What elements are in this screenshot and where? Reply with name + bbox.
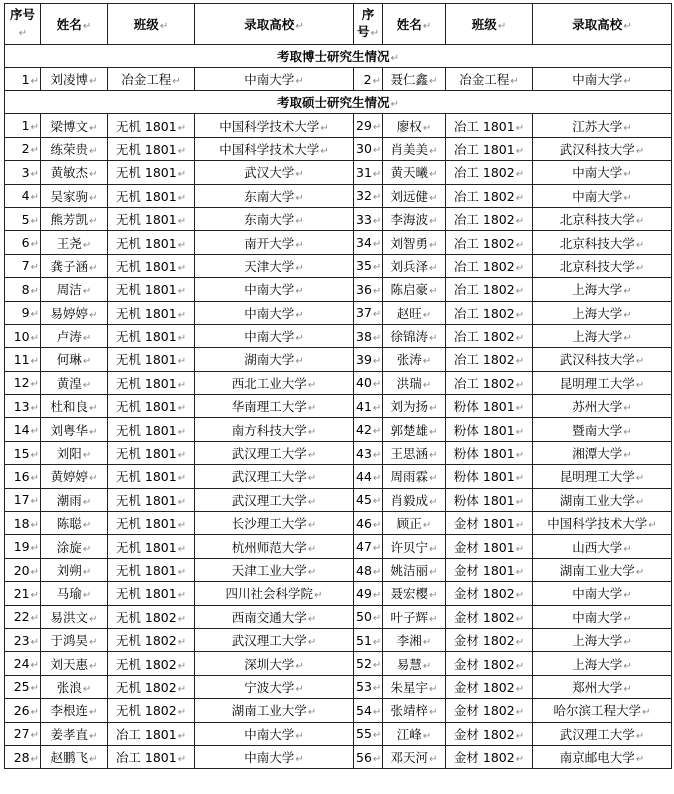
cell-class: 无机 1801↵	[108, 137, 195, 160]
cell-school: 中南大学↵	[195, 278, 354, 301]
cell-no: 45↵	[354, 488, 383, 511]
header-seq-left: 序号↵	[5, 4, 41, 45]
cell-name: 刘阳↵	[41, 441, 108, 464]
cell-no: 17↵	[5, 488, 41, 511]
cell-class: 金材 1802↵	[446, 722, 533, 745]
cell-class: 金材 1802↵	[446, 582, 533, 605]
cell-class: 无机 1801↵	[108, 488, 195, 511]
cell-name: 朱星宇↵	[383, 675, 446, 698]
cell-name: 张涛↵	[383, 348, 446, 371]
cell-name: 潮雨↵	[41, 488, 108, 511]
cell-class: 冶工 1802↵	[446, 324, 533, 347]
cell-class: 无机 1801↵	[108, 535, 195, 558]
cell-class: 无机 1801↵	[108, 324, 195, 347]
cell-school: 上海大学↵	[533, 628, 672, 651]
table-row	[5, 278, 672, 301]
cell-class: 无机 1801↵	[108, 512, 195, 535]
cell-class: 无机 1801↵	[108, 114, 195, 137]
cell-class: 金材 1801↵	[446, 558, 533, 581]
section-phd	[5, 45, 672, 68]
cell-no: 28↵	[5, 745, 41, 768]
cell-no: 42↵	[354, 418, 383, 441]
cell-name: 黄敏杰↵	[41, 161, 108, 184]
cell-no: 12↵	[5, 371, 41, 394]
cell-class: 金材 1802↵	[446, 652, 533, 675]
cell-name: 黄天曦↵	[383, 161, 446, 184]
cell-no: 53↵	[354, 675, 383, 698]
cell-school: 武汉科技大学↵	[533, 348, 672, 371]
cell-name: 刘远健↵	[383, 184, 446, 207]
cell-name: 李海波↵	[383, 207, 446, 230]
cell-no: 11↵	[5, 348, 41, 371]
cell-no: 13↵	[5, 395, 41, 418]
header-seq-right: 序号↵	[354, 4, 383, 45]
cell-no: 21↵	[5, 582, 41, 605]
cell-name: 刘智勇↵	[383, 231, 446, 254]
cell-class: 冶工 1802↵	[446, 254, 533, 277]
cell-no: 3↵	[5, 161, 41, 184]
cell-school: 湘潭大学↵	[533, 441, 672, 464]
cell-school: 东南大学↵	[195, 184, 354, 207]
cell-school: 湖南大学↵	[195, 348, 354, 371]
cell-no: 5↵	[5, 207, 41, 230]
cell-no: 7↵	[5, 254, 41, 277]
table-row	[5, 161, 672, 184]
cell-school: 北京科技大学↵	[533, 254, 672, 277]
cell-class: 冶工 1802↵	[446, 348, 533, 371]
table-row	[5, 675, 672, 698]
cell-class: 无机 1801↵	[108, 161, 195, 184]
cell-name: 李湘↵	[383, 628, 446, 651]
table-row	[5, 395, 672, 418]
cell-no: 47↵	[354, 535, 383, 558]
cell-no: 32↵	[354, 184, 383, 207]
cell-name: 聂仁鑫↵	[383, 68, 446, 91]
cell-class: 无机 1802↵	[108, 628, 195, 651]
cell-name: 李根连↵	[41, 699, 108, 722]
cell-name: 龚子涵↵	[41, 254, 108, 277]
cell-class: 粉体 1801↵	[446, 488, 533, 511]
cell-no: 4↵	[5, 184, 41, 207]
cell-name: 刘为扬↵	[383, 395, 446, 418]
cell-name: 易慧↵	[383, 652, 446, 675]
cell-school: 中南大学↵	[195, 68, 354, 91]
cell-class: 冶工 1802↵	[446, 161, 533, 184]
cell-school: 武汉科技大学↵	[533, 137, 672, 160]
cell-school: 苏州大学↵	[533, 395, 672, 418]
header-school-right: 录取高校↵	[533, 4, 672, 45]
table-row	[5, 301, 672, 324]
cell-no: 43↵	[354, 441, 383, 464]
cell-school: 南方科技大学↵	[195, 418, 354, 441]
cell-school: 中南大学↵	[533, 184, 672, 207]
table-row	[5, 371, 672, 394]
header-name-left: 姓名↵	[41, 4, 108, 45]
header-name-right: 姓名↵	[383, 4, 446, 45]
cell-class: 无机 1801↵	[108, 301, 195, 324]
cell-name: 张靖梓↵	[383, 699, 446, 722]
cell-class: 无机 1801↵	[108, 207, 195, 230]
cell-school: 武汉理工大学↵	[195, 441, 354, 464]
cell-class: 金材 1802↵	[446, 699, 533, 722]
cell-name: 刘粤华↵	[41, 418, 108, 441]
section-master	[5, 91, 672, 114]
cell-no: 19↵	[5, 535, 41, 558]
cell-name: 黄婷婷↵	[41, 465, 108, 488]
cell-no: 15↵	[5, 441, 41, 464]
cell-name: 聂宏樱↵	[383, 582, 446, 605]
cell-class: 金材 1802↵	[446, 745, 533, 768]
header-class-left: 班级↵	[108, 4, 195, 45]
table-row	[5, 254, 672, 277]
table-row	[5, 652, 672, 675]
cell-school: 北京科技大学↵	[533, 207, 672, 230]
cell-school: 上海大学↵	[533, 278, 672, 301]
cell-no: 24↵	[5, 652, 41, 675]
cell-school: 昆明理工大学↵	[533, 465, 672, 488]
cell-school: 南开大学↵	[195, 231, 354, 254]
cell-class: 无机 1801↵	[108, 418, 195, 441]
cell-class: 冶工 1802↵	[446, 278, 533, 301]
cell-name: 赵旺↵	[383, 301, 446, 324]
table-row	[5, 512, 672, 535]
table-row	[5, 628, 672, 651]
cell-no: 55↵	[354, 722, 383, 745]
cell-no: 2↵	[354, 68, 383, 91]
cell-name: 江峰↵	[383, 722, 446, 745]
cell-no: 44↵	[354, 465, 383, 488]
cell-name: 陈聪↵	[41, 512, 108, 535]
table-row	[5, 722, 672, 745]
cell-school: 中南大学↵	[195, 301, 354, 324]
cell-no: 1↵	[5, 114, 41, 137]
cell-name: 练荣贵↵	[41, 137, 108, 160]
cell-school: 哈尔滨工程大学↵	[533, 699, 672, 722]
cell-no: 14↵	[5, 418, 41, 441]
cell-name: 易婷婷↵	[41, 301, 108, 324]
cell-name: 刘凌博↵	[41, 68, 108, 91]
cell-no: 30↵	[354, 137, 383, 160]
table-row	[5, 441, 672, 464]
cell-name: 顾正↵	[383, 512, 446, 535]
cell-class: 金材 1802↵	[446, 605, 533, 628]
table-row	[5, 348, 672, 371]
cell-school: 北京科技大学↵	[533, 231, 672, 254]
cell-no: 27↵	[5, 722, 41, 745]
cell-no: 23↵	[5, 628, 41, 651]
cell-no: 34↵	[354, 231, 383, 254]
cell-no: 33↵	[354, 207, 383, 230]
cell-school: 中南大学↵	[533, 605, 672, 628]
cell-class: 金材 1801↵	[446, 535, 533, 558]
cell-school: 上海大学↵	[533, 324, 672, 347]
cell-name: 刘朔↵	[41, 558, 108, 581]
cell-name: 周雨霖↵	[383, 465, 446, 488]
cell-school: 中国科学技术大学↵	[195, 137, 354, 160]
cell-name: 姜孝直↵	[41, 722, 108, 745]
cell-name: 梁博文↵	[41, 114, 108, 137]
cell-no: 50↵	[354, 605, 383, 628]
cell-no: 51↵	[354, 628, 383, 651]
cell-no: 20↵	[5, 558, 41, 581]
cell-no: 36↵	[354, 278, 383, 301]
cell-school: 武汉理工大学↵	[195, 488, 354, 511]
cell-name: 卢涛↵	[41, 324, 108, 347]
cell-class: 冶金工程↵	[108, 68, 195, 91]
cell-name: 杜和良↵	[41, 395, 108, 418]
cell-school: 中国科学技术大学↵	[533, 512, 672, 535]
cell-school: 宁波大学↵	[195, 675, 354, 698]
cell-no: 16↵	[5, 465, 41, 488]
cell-class: 冶工 1802↵	[446, 184, 533, 207]
cell-school: 武汉理工大学↵	[195, 628, 354, 651]
table-row	[5, 535, 672, 558]
cell-school: 上海大学↵	[533, 301, 672, 324]
cell-school: 中南大学↵	[195, 324, 354, 347]
table-row	[5, 207, 672, 230]
cell-no: 8↵	[5, 278, 41, 301]
cell-class: 冶工 1802↵	[446, 371, 533, 394]
section-title: 考取博士研究生情况↵	[5, 45, 672, 68]
cell-school: 武汉大学↵	[195, 161, 354, 184]
cell-class: 冶工 1801↵	[108, 722, 195, 745]
cell-name: 周洁↵	[41, 278, 108, 301]
cell-name: 徐锦涛↵	[383, 324, 446, 347]
cell-class: 金材 1802↵	[446, 675, 533, 698]
cell-school: 武汉理工大学↵	[533, 722, 672, 745]
cell-no: 54↵	[354, 699, 383, 722]
cell-no: 31↵	[354, 161, 383, 184]
cell-school: 东南大学↵	[195, 207, 354, 230]
cell-school: 湖南工业大学↵	[195, 699, 354, 722]
cell-no: 2↵	[5, 137, 41, 160]
cell-class: 粉体 1801↵	[446, 465, 533, 488]
cell-class: 无机 1801↵	[108, 231, 195, 254]
cell-class: 冶工 1802↵	[446, 207, 533, 230]
cell-school: 中南大学↵	[195, 745, 354, 768]
cell-school: 四川社会科学院↵	[195, 582, 354, 605]
table-row	[5, 465, 672, 488]
cell-class: 无机 1801↵	[108, 558, 195, 581]
table-row	[5, 745, 672, 768]
cell-class: 无机 1801↵	[108, 371, 195, 394]
cell-name: 洪瑞↵	[383, 371, 446, 394]
cell-school: 江苏大学↵	[533, 114, 672, 137]
table-row	[5, 231, 672, 254]
cell-school: 郑州大学↵	[533, 675, 672, 698]
cell-school: 湖南工业大学↵	[533, 488, 672, 511]
cell-class: 金材 1801↵	[446, 512, 533, 535]
section-title: 考取硕士研究生情况↵	[5, 91, 672, 114]
cell-school: 湖南工业大学↵	[533, 558, 672, 581]
table-row	[5, 418, 672, 441]
cell-school: 中南大学↵	[533, 161, 672, 184]
cell-no: 18↵	[5, 512, 41, 535]
admission-table	[4, 3, 672, 769]
cell-name: 叶子辉↵	[383, 605, 446, 628]
cell-class: 粉体 1801↵	[446, 441, 533, 464]
cell-school: 长沙理工大学↵	[195, 512, 354, 535]
cell-no: 56↵	[354, 745, 383, 768]
cell-no: 48↵	[354, 558, 383, 581]
cell-school: 中南大学↵	[195, 722, 354, 745]
cell-no: 52↵	[354, 652, 383, 675]
cell-class: 冶工 1802↵	[446, 231, 533, 254]
cell-class: 粉体 1801↵	[446, 418, 533, 441]
header-row	[5, 4, 672, 45]
cell-class: 冶工 1801↵	[108, 745, 195, 768]
cell-class: 无机 1802↵	[108, 675, 195, 698]
cell-school: 西北工业大学↵	[195, 371, 354, 394]
cell-school: 杭州师范大学↵	[195, 535, 354, 558]
cell-class: 无机 1801↵	[108, 184, 195, 207]
cell-name: 廖权↵	[383, 114, 446, 137]
cell-name: 吴家驹↵	[41, 184, 108, 207]
cell-class: 无机 1802↵	[108, 699, 195, 722]
header-school-left: 录取高校↵	[195, 4, 354, 45]
cell-school: 中南大学↵	[533, 68, 672, 91]
cell-name: 郭楚雄↵	[383, 418, 446, 441]
cell-name: 刘天惠↵	[41, 652, 108, 675]
cell-class: 无机 1801↵	[108, 254, 195, 277]
header-class-right: 班级↵	[446, 4, 533, 45]
cell-class: 无机 1801↵	[108, 582, 195, 605]
cell-no: 22↵	[5, 605, 41, 628]
cell-name: 于鸿昊↵	[41, 628, 108, 651]
cell-name: 姚洁丽↵	[383, 558, 446, 581]
cell-school: 天津工业大学↵	[195, 558, 354, 581]
cell-name: 王尧↵	[41, 231, 108, 254]
cell-class: 冶金工程↵	[446, 68, 533, 91]
cell-name: 何琳↵	[41, 348, 108, 371]
cell-name: 赵鹏飞↵	[41, 745, 108, 768]
cell-name: 邓天河↵	[383, 745, 446, 768]
cell-class: 无机 1801↵	[108, 441, 195, 464]
cell-class: 无机 1801↵	[108, 348, 195, 371]
cell-no: 39↵	[354, 348, 383, 371]
cell-class: 冶工 1801↵	[446, 114, 533, 137]
cell-no: 40↵	[354, 371, 383, 394]
cell-name: 王思涵↵	[383, 441, 446, 464]
cell-class: 粉体 1801↵	[446, 395, 533, 418]
cell-no: 6↵	[5, 231, 41, 254]
table-row	[5, 324, 672, 347]
cell-name: 陈启豪↵	[383, 278, 446, 301]
cell-class: 无机 1801↵	[108, 278, 195, 301]
table-row	[5, 184, 672, 207]
cell-school: 武汉理工大学↵	[195, 465, 354, 488]
cell-school: 华南理工大学↵	[195, 395, 354, 418]
table-row	[5, 605, 672, 628]
table-row	[5, 558, 672, 581]
cell-class: 金材 1802↵	[446, 628, 533, 651]
cell-school: 上海大学↵	[533, 652, 672, 675]
cell-name: 肖毅成↵	[383, 488, 446, 511]
cell-class: 冶工 1801↵	[446, 137, 533, 160]
cell-no: 37↵	[354, 301, 383, 324]
cell-no: 49↵	[354, 582, 383, 605]
cell-class: 无机 1801↵	[108, 395, 195, 418]
cell-name: 黄湟↵	[41, 371, 108, 394]
cell-school: 中南大学↵	[533, 582, 672, 605]
cell-class: 无机 1802↵	[108, 605, 195, 628]
cell-no: 26↵	[5, 699, 41, 722]
cell-no: 10↵	[5, 324, 41, 347]
cell-name: 易洪文↵	[41, 605, 108, 628]
cell-name: 张浪↵	[41, 675, 108, 698]
cell-name: 肖美美↵	[383, 137, 446, 160]
cell-school: 山西大学↵	[533, 535, 672, 558]
cell-name: 刘兵泽↵	[383, 254, 446, 277]
cell-class: 无机 1801↵	[108, 465, 195, 488]
cell-school: 昆明理工大学↵	[533, 371, 672, 394]
cell-name: 许贝宁↵	[383, 535, 446, 558]
cell-school: 南京邮电大学↵	[533, 745, 672, 768]
cell-class: 无机 1802↵	[108, 652, 195, 675]
table-row	[5, 137, 672, 160]
table-row	[5, 114, 672, 137]
cell-no: 41↵	[354, 395, 383, 418]
table-row	[5, 68, 672, 91]
cell-school: 深圳大学↵	[195, 652, 354, 675]
cell-no: 46↵	[354, 512, 383, 535]
table-row	[5, 488, 672, 511]
cell-name: 马瑜↵	[41, 582, 108, 605]
cell-name: 涂旋↵	[41, 535, 108, 558]
cell-no: 25↵	[5, 675, 41, 698]
cell-school: 西南交通大学↵	[195, 605, 354, 628]
cell-no: 38↵	[354, 324, 383, 347]
cell-name: 熊芳凯↵	[41, 207, 108, 230]
cell-no: 1↵	[5, 68, 41, 91]
cell-no: 29↵	[354, 114, 383, 137]
cell-no: 35↵	[354, 254, 383, 277]
cell-no: 9↵	[5, 301, 41, 324]
cell-school: 暨南大学↵	[533, 418, 672, 441]
cell-school: 中国科学技术大学↵	[195, 114, 354, 137]
table-row	[5, 582, 672, 605]
cell-school: 天津大学↵	[195, 254, 354, 277]
table-row	[5, 699, 672, 722]
cell-class: 冶工 1802↵	[446, 301, 533, 324]
